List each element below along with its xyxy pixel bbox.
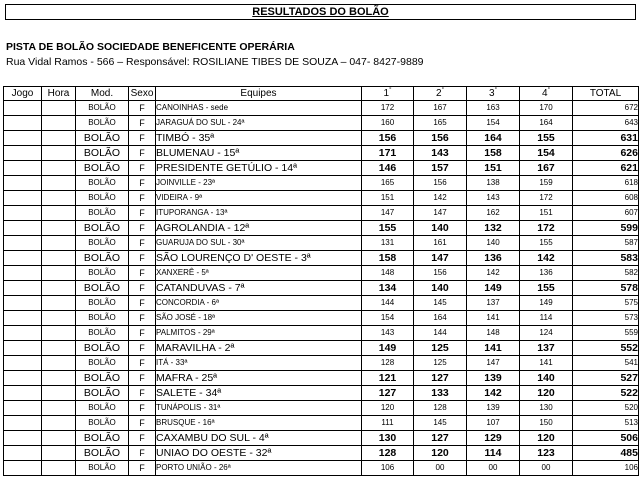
cell-round-3: 151	[467, 161, 520, 176]
cell-equipe: SÃO LOURENÇO D' OESTE - 3ª	[156, 251, 362, 266]
cell-equipe: SALETE - 34ª	[156, 386, 362, 401]
table-row	[4, 206, 639, 221]
cell-hora	[42, 416, 76, 431]
cell-total: 527	[573, 371, 639, 386]
cell-sexo: F	[129, 221, 156, 236]
degree-mark: °	[547, 87, 550, 94]
cell-round-4: 141	[520, 356, 573, 371]
cell-total: 643	[573, 116, 639, 131]
cell-modalidade: BOLÃO	[76, 191, 129, 206]
cell-round-3: 158	[467, 146, 520, 161]
cell-modalidade: BOLÃO	[76, 356, 129, 371]
cell-round-2: 133	[414, 386, 467, 401]
cell-sexo: F	[129, 401, 156, 416]
cell-modalidade: BOLÃO	[76, 401, 129, 416]
cell-round-3: 139	[467, 401, 520, 416]
cell-round-2: 147	[414, 251, 467, 266]
cell-sexo: F	[129, 386, 156, 401]
cell-sexo: F	[129, 326, 156, 341]
cell-sexo: F	[129, 446, 156, 461]
cell-round-1: 156	[362, 131, 414, 146]
cell-modalidade: BOLÃO	[76, 176, 129, 191]
table-row	[4, 101, 639, 116]
organization-name: PISTA DE BOLÃO SOCIEDADE BENEFICENTE OPERÁRIA	[6, 41, 295, 53]
cell-total: 573	[573, 311, 639, 326]
cell-modalidade: BOLÃO	[76, 101, 129, 116]
table-row	[4, 311, 639, 326]
cell-round-4: 120	[520, 386, 573, 401]
header-round-4	[520, 87, 573, 101]
cell-round-4: 170	[520, 101, 573, 116]
cell-round-2: 145	[414, 416, 467, 431]
cell-round-1: 127	[362, 386, 414, 401]
cell-jogo	[4, 326, 42, 341]
cell-sexo: F	[129, 311, 156, 326]
cell-equipe: ITUPORANGA - 13ª	[156, 206, 362, 221]
cell-round-3: 143	[467, 191, 520, 206]
cell-round-1: 171	[362, 146, 414, 161]
cell-round-2: 120	[414, 446, 467, 461]
cell-hora	[42, 341, 76, 356]
results-title-box	[5, 4, 636, 20]
cell-round-2: 144	[414, 326, 467, 341]
cell-total: 520	[573, 401, 639, 416]
cell-modalidade: BOLÃO	[76, 326, 129, 341]
cell-hora	[42, 161, 76, 176]
cell-total: 583	[573, 251, 639, 266]
cell-round-2: 143	[414, 146, 467, 161]
cell-equipe: SÃO JOSÉ - 18ª	[156, 311, 362, 326]
header-round-1	[362, 87, 414, 101]
degree-mark: °	[494, 87, 497, 94]
cell-round-2: 157	[414, 161, 467, 176]
cell-hora	[42, 236, 76, 251]
cell-modalidade: BOLÃO	[76, 371, 129, 386]
cell-round-3: 148	[467, 326, 520, 341]
cell-sexo: F	[129, 131, 156, 146]
cell-round-1: 128	[362, 446, 414, 461]
cell-sexo: F	[129, 191, 156, 206]
cell-modalidade: BOLÃO	[76, 386, 129, 401]
cell-modalidade: BOLÃO	[76, 146, 129, 161]
cell-modalidade: BOLÃO	[76, 131, 129, 146]
cell-round-3: 164	[467, 131, 520, 146]
cell-total: 513	[573, 416, 639, 431]
table-row	[4, 386, 639, 401]
cell-round-1: 155	[362, 221, 414, 236]
cell-equipe: ITÁ - 33ª	[156, 356, 362, 371]
cell-hora	[42, 101, 76, 116]
cell-sexo: F	[129, 281, 156, 296]
header-hora: Hora	[42, 87, 76, 101]
cell-round-4: 150	[520, 416, 573, 431]
cell-hora	[42, 446, 76, 461]
table-row	[4, 236, 639, 251]
cell-hora	[42, 116, 76, 131]
cell-round-1: 148	[362, 266, 414, 281]
table-row	[4, 461, 639, 476]
cell-round-3: 132	[467, 221, 520, 236]
cell-equipe: XANXERÊ - 5ª	[156, 266, 362, 281]
cell-jogo	[4, 341, 42, 356]
cell-round-4: 120	[520, 431, 573, 446]
results-table	[3, 86, 639, 476]
cell-total: 485	[573, 446, 639, 461]
results-title: RESULTADOS DO BOLÃO	[252, 6, 389, 18]
cell-jogo	[4, 146, 42, 161]
cell-sexo: F	[129, 251, 156, 266]
cell-round-4: 151	[520, 206, 573, 221]
cell-round-3: 00	[467, 461, 520, 476]
cell-hora	[42, 356, 76, 371]
cell-round-3: 140	[467, 236, 520, 251]
table-row	[4, 356, 639, 371]
cell-equipe: TIMBÓ - 35ª	[156, 131, 362, 146]
cell-total: 541	[573, 356, 639, 371]
cell-total: 599	[573, 221, 639, 236]
cell-equipe: PALMITOS - 29ª	[156, 326, 362, 341]
cell-modalidade: BOLÃO	[76, 206, 129, 221]
table-header-row	[4, 87, 639, 101]
degree-mark: °	[389, 87, 392, 94]
cell-round-3: 142	[467, 386, 520, 401]
cell-modalidade: BOLÃO	[76, 251, 129, 266]
cell-total: 607	[573, 206, 639, 221]
cell-jogo	[4, 461, 42, 476]
cell-total: 621	[573, 161, 639, 176]
cell-round-4: 123	[520, 446, 573, 461]
cell-round-2: 125	[414, 341, 467, 356]
cell-jogo	[4, 311, 42, 326]
header-equipes: Equipes	[156, 87, 362, 101]
cell-hora	[42, 146, 76, 161]
cell-jogo	[4, 101, 42, 116]
table-row	[4, 176, 639, 191]
cell-hora	[42, 251, 76, 266]
cell-modalidade: BOLÃO	[76, 116, 129, 131]
cell-round-1: 106	[362, 461, 414, 476]
cell-jogo	[4, 176, 42, 191]
header-round-4-label: 4	[542, 87, 548, 99]
cell-round-2: 156	[414, 131, 467, 146]
cell-hora	[42, 131, 76, 146]
cell-sexo: F	[129, 341, 156, 356]
cell-hora	[42, 311, 76, 326]
cell-sexo: F	[129, 176, 156, 191]
table-row	[4, 116, 639, 131]
cell-round-1: 143	[362, 326, 414, 341]
degree-mark: °	[441, 87, 444, 94]
cell-equipe: CONCORDIA - 6ª	[156, 296, 362, 311]
cell-equipe: CAXAMBU DO SUL - 4ª	[156, 431, 362, 446]
cell-round-2: 140	[414, 281, 467, 296]
cell-sexo: F	[129, 416, 156, 431]
cell-round-4: 00	[520, 461, 573, 476]
cell-round-1: 160	[362, 116, 414, 131]
cell-round-2: 156	[414, 266, 467, 281]
cell-round-1: 158	[362, 251, 414, 266]
table-row	[4, 416, 639, 431]
cell-modalidade: BOLÃO	[76, 221, 129, 236]
cell-sexo: F	[129, 296, 156, 311]
cell-modalidade: BOLÃO	[76, 281, 129, 296]
cell-round-4: 164	[520, 116, 573, 131]
cell-round-1: 154	[362, 311, 414, 326]
cell-round-4: 140	[520, 371, 573, 386]
cell-modalidade: BOLÃO	[76, 266, 129, 281]
cell-hora	[42, 296, 76, 311]
cell-round-3: 142	[467, 266, 520, 281]
cell-equipe: MARAVILHA - 2ª	[156, 341, 362, 356]
cell-total: 618	[573, 176, 639, 191]
cell-round-1: 131	[362, 236, 414, 251]
cell-modalidade: BOLÃO	[76, 161, 129, 176]
table-row	[4, 401, 639, 416]
header-mod: Mod.	[76, 87, 129, 101]
cell-jogo	[4, 116, 42, 131]
cell-equipe: BRUSQUE - 16ª	[156, 416, 362, 431]
cell-equipe: JARAGUÁ DO SUL - 24ª	[156, 116, 362, 131]
cell-hora	[42, 266, 76, 281]
cell-jogo	[4, 266, 42, 281]
cell-hora	[42, 431, 76, 446]
table-row	[4, 146, 639, 161]
cell-round-4: 154	[520, 146, 573, 161]
cell-total: 106	[573, 461, 639, 476]
cell-equipe: MAFRA - 25ª	[156, 371, 362, 386]
cell-equipe: CANOINHAS - sede	[156, 101, 362, 116]
cell-round-3: 141	[467, 341, 520, 356]
cell-jogo	[4, 371, 42, 386]
cell-jogo	[4, 296, 42, 311]
cell-round-3: 137	[467, 296, 520, 311]
cell-equipe: AGROLANDIA - 12ª	[156, 221, 362, 236]
table-row	[4, 296, 639, 311]
cell-total: 552	[573, 341, 639, 356]
cell-jogo	[4, 281, 42, 296]
cell-hora	[42, 206, 76, 221]
cell-equipe: GUARUJA DO SUL - 30ª	[156, 236, 362, 251]
cell-round-3: 114	[467, 446, 520, 461]
cell-modalidade: BOLÃO	[76, 236, 129, 251]
cell-hora	[42, 176, 76, 191]
cell-round-1: 151	[362, 191, 414, 206]
cell-round-4: 155	[520, 236, 573, 251]
cell-round-2: 127	[414, 431, 467, 446]
cell-jogo	[4, 356, 42, 371]
cell-round-4: 124	[520, 326, 573, 341]
cell-round-3: 162	[467, 206, 520, 221]
cell-equipe: JOINVILLE - 23ª	[156, 176, 362, 191]
cell-modalidade: BOLÃO	[76, 311, 129, 326]
cell-total: 506	[573, 431, 639, 446]
table-row	[4, 431, 639, 446]
cell-round-4: 114	[520, 311, 573, 326]
cell-round-3: 139	[467, 371, 520, 386]
cell-round-1: 165	[362, 176, 414, 191]
cell-sexo: F	[129, 266, 156, 281]
cell-round-4: 159	[520, 176, 573, 191]
cell-total: 608	[573, 191, 639, 206]
cell-round-2: 127	[414, 371, 467, 386]
header-round-3-label: 3	[489, 87, 495, 99]
cell-round-3: 141	[467, 311, 520, 326]
cell-total: 522	[573, 386, 639, 401]
cell-hora	[42, 191, 76, 206]
cell-round-2: 140	[414, 221, 467, 236]
cell-jogo	[4, 236, 42, 251]
cell-round-4: 136	[520, 266, 573, 281]
cell-jogo	[4, 191, 42, 206]
cell-round-3: 138	[467, 176, 520, 191]
cell-jogo	[4, 401, 42, 416]
cell-hora	[42, 401, 76, 416]
cell-round-2: 165	[414, 116, 467, 131]
cell-round-4: 167	[520, 161, 573, 176]
cell-round-2: 142	[414, 191, 467, 206]
cell-round-3: 149	[467, 281, 520, 296]
cell-sexo: F	[129, 116, 156, 131]
cell-hora	[42, 386, 76, 401]
cell-hora	[42, 326, 76, 341]
cell-jogo	[4, 416, 42, 431]
header-round-1-label: 1	[383, 87, 390, 99]
cell-round-4: 172	[520, 191, 573, 206]
cell-jogo	[4, 206, 42, 221]
cell-round-1: 111	[362, 416, 414, 431]
cell-round-1: 134	[362, 281, 414, 296]
header-sexo: Sexo	[129, 87, 156, 101]
cell-round-2: 161	[414, 236, 467, 251]
cell-round-2: 164	[414, 311, 467, 326]
header-round-2	[414, 87, 467, 101]
cell-round-3: 129	[467, 431, 520, 446]
table-row	[4, 191, 639, 206]
cell-hora	[42, 461, 76, 476]
cell-modalidade: BOLÃO	[76, 461, 129, 476]
cell-equipe: BLUMENAU - 15ª	[156, 146, 362, 161]
cell-jogo	[4, 131, 42, 146]
table-row	[4, 266, 639, 281]
cell-round-2: 156	[414, 176, 467, 191]
table-row	[4, 281, 639, 296]
cell-total: 582	[573, 266, 639, 281]
cell-sexo: F	[129, 161, 156, 176]
cell-hora	[42, 371, 76, 386]
cell-hora	[42, 221, 76, 236]
cell-round-2: 125	[414, 356, 467, 371]
cell-jogo	[4, 386, 42, 401]
cell-round-1: 149	[362, 341, 414, 356]
cell-total: 672	[573, 101, 639, 116]
cell-round-4: 142	[520, 251, 573, 266]
header-round-2-label: 2	[436, 87, 442, 99]
cell-equipe: UNIAO DO OESTE - 32ª	[156, 446, 362, 461]
cell-equipe: PORTO UNIÃO - 26ª	[156, 461, 362, 476]
cell-jogo	[4, 431, 42, 446]
cell-hora	[42, 281, 76, 296]
header-total: TOTAL	[573, 87, 639, 101]
cell-sexo: F	[129, 461, 156, 476]
cell-total: 575	[573, 296, 639, 311]
header-jogo: Jogo	[4, 87, 42, 101]
cell-total: 631	[573, 131, 639, 146]
cell-equipe: TUNÁPOLIS - 31ª	[156, 401, 362, 416]
table-row	[4, 326, 639, 341]
cell-sexo: F	[129, 206, 156, 221]
cell-round-2: 167	[414, 101, 467, 116]
cell-total: 559	[573, 326, 639, 341]
cell-jogo	[4, 251, 42, 266]
cell-round-3: 107	[467, 416, 520, 431]
cell-round-1: 130	[362, 431, 414, 446]
cell-round-4: 149	[520, 296, 573, 311]
cell-round-1: 120	[362, 401, 414, 416]
cell-round-4: 155	[520, 281, 573, 296]
cell-round-1: 121	[362, 371, 414, 386]
cell-modalidade: BOLÃO	[76, 431, 129, 446]
cell-modalidade: BOLÃO	[76, 296, 129, 311]
cell-round-2: 128	[414, 401, 467, 416]
address-line: Rua Vidal Ramos - 566 – Responsável: ROSILIANE TIBES DE SOUZA – 047- 8427-9889	[6, 56, 424, 68]
cell-round-2: 00	[414, 461, 467, 476]
table-row	[4, 371, 639, 386]
header-round-3	[467, 87, 520, 101]
cell-sexo: F	[129, 371, 156, 386]
cell-total: 587	[573, 236, 639, 251]
cell-round-1: 144	[362, 296, 414, 311]
table-row	[4, 341, 639, 356]
cell-round-4: 130	[520, 401, 573, 416]
cell-sexo: F	[129, 146, 156, 161]
cell-equipe: PRESIDENTE GETÚLIO - 14ª	[156, 161, 362, 176]
table-row	[4, 221, 639, 236]
table-row	[4, 446, 639, 461]
cell-sexo: F	[129, 101, 156, 116]
cell-round-4: 155	[520, 131, 573, 146]
cell-round-4: 137	[520, 341, 573, 356]
cell-round-1: 128	[362, 356, 414, 371]
cell-round-1: 172	[362, 101, 414, 116]
cell-jogo	[4, 221, 42, 236]
cell-equipe: VIDEIRA - 9ª	[156, 191, 362, 206]
cell-round-3: 147	[467, 356, 520, 371]
cell-sexo: F	[129, 431, 156, 446]
cell-modalidade: BOLÃO	[76, 341, 129, 356]
cell-equipe: CATANDUVAS - 7ª	[156, 281, 362, 296]
cell-jogo	[4, 446, 42, 461]
cell-modalidade: BOLÃO	[76, 446, 129, 461]
cell-round-3: 154	[467, 116, 520, 131]
cell-round-4: 172	[520, 221, 573, 236]
cell-round-1: 147	[362, 206, 414, 221]
cell-sexo: F	[129, 236, 156, 251]
cell-total: 578	[573, 281, 639, 296]
cell-round-3: 163	[467, 101, 520, 116]
cell-round-2: 147	[414, 206, 467, 221]
cell-round-2: 145	[414, 296, 467, 311]
cell-round-3: 136	[467, 251, 520, 266]
cell-round-1: 146	[362, 161, 414, 176]
cell-sexo: F	[129, 356, 156, 371]
table-row	[4, 161, 639, 176]
table-row	[4, 131, 639, 146]
cell-modalidade: BOLÃO	[76, 416, 129, 431]
table-row	[4, 251, 639, 266]
cell-total: 626	[573, 146, 639, 161]
cell-jogo	[4, 161, 42, 176]
